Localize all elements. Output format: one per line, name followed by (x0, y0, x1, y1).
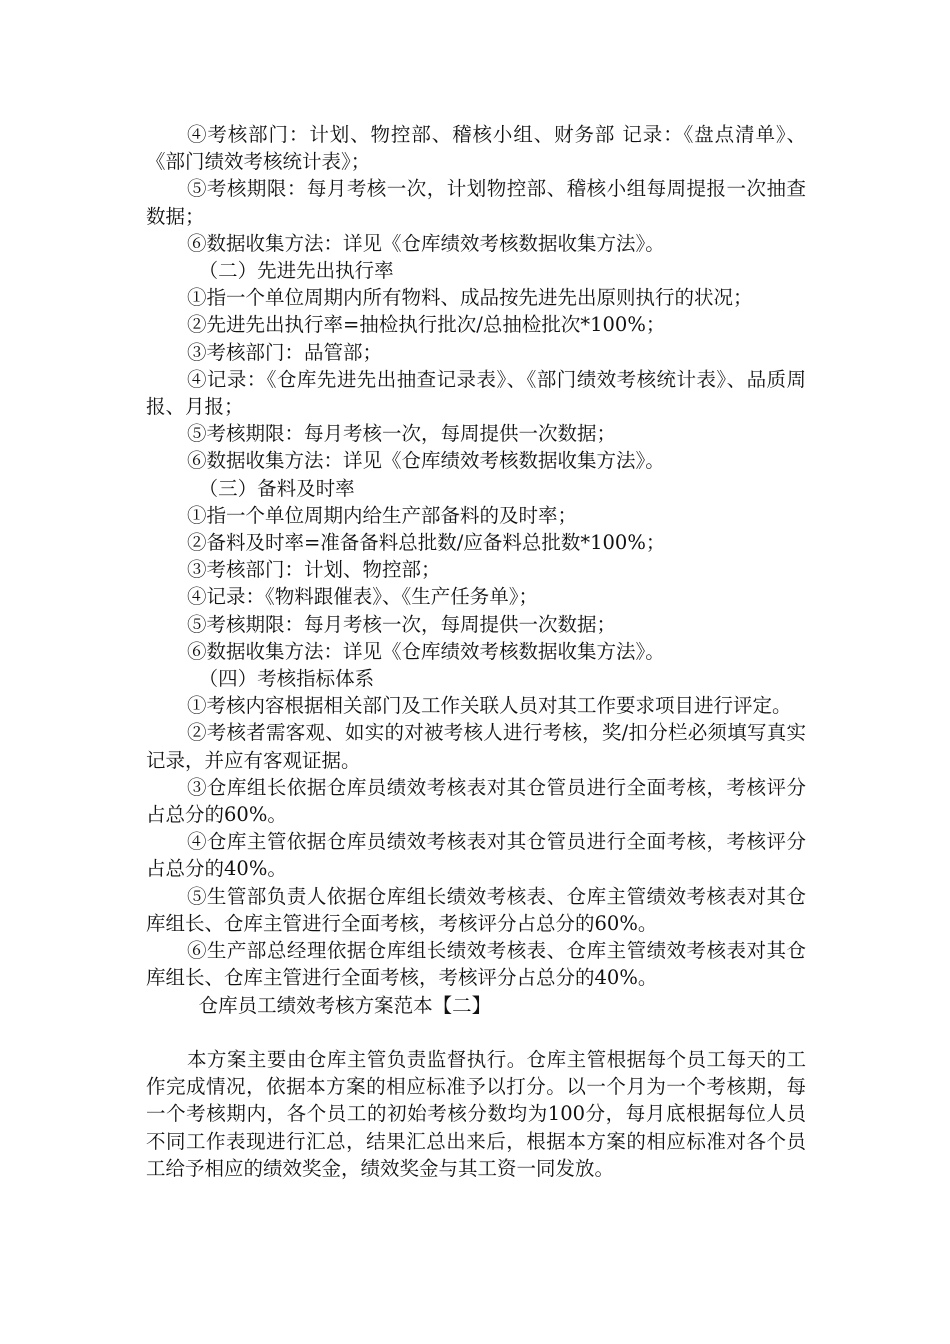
paragraph-indicator-2: ②考核者需客观、如实的对被考核人进行考核，奖/扣分栏必须填写真实记录，并应有客观证据。 (146, 721, 806, 772)
paragraph-template-two-intro: 本方案主要由仓库主管负责监督执行。仓库主管根据每个员工每天的工作完成情况，依据本方案的相应标准予以打分。以一个月为一个考核期，每一个考核期内，各个员工的初始考核分数均为100分，每月底根据每位人员不同工作表现进行汇总，结果汇总出来后，根据本方案的相应标准对各个员工给予相应的绩效奖金，绩效奖金与其工资一同发放。 (146, 1047, 806, 1180)
paragraph-data-collection: ⑥数据收集方法：详见《仓库绩效考核数据收集方法》。 (186, 231, 665, 255)
paragraph-fifo-definition: ①指一个单位周期内所有物料、成品按先进先出原则执行的状况； (186, 286, 753, 310)
heading-indicator-system: （四）考核指标体系 (198, 667, 375, 691)
paragraph-material-period: ⑤考核期限：每月考核一次，每周提供一次数据； (186, 612, 616, 636)
paragraph-indicator-5: ⑤生管部负责人依据仓库组长绩效考核表、仓库主管绩效考核表对其仓库组长、仓库主管进行全面考核，考核评分占总分的60%。 (146, 884, 806, 935)
heading-fifo-rate: （二）先进先出执行率 (198, 259, 394, 283)
heading-material-timeliness: （三）备料及时率 (198, 476, 355, 500)
paragraph-assessment-period: ⑤考核期限：每月考核一次，计划物控部、稽核小组每周提报一次抽查数据； (146, 177, 806, 228)
paragraph-material-formula: ②备料及时率=准备备料总批数/应备料总批数*100%； (186, 531, 666, 555)
paragraph-material-records: ④记录：《物料跟催表》、《生产任务单》； (186, 585, 538, 609)
paragraph-fifo-period: ⑤考核期限：每月考核一次，每周提供一次数据； (186, 422, 616, 446)
paragraph-indicator-4: ④仓库主管依据仓库员绩效考核表对其仓管员进行全面考核，考核评分占总分的40%。 (146, 830, 806, 881)
paragraph-material-definition: ①指一个单位周期内给生产部备料的及时率； (186, 503, 577, 527)
paragraph-fifo-department: ③考核部门：品管部； (186, 340, 382, 364)
paragraph-indicator-3: ③仓库组长依据仓库员绩效考核表对其仓管员进行全面考核，考核评分占总分的60%。 (146, 775, 806, 827)
paragraph-fifo-formula: ②先进先出执行率=抽检执行批次/总抽检批次*100%； (186, 313, 666, 337)
paragraph-indicator-6: ⑥生产部总经理依据仓库组长绩效考核表、仓库主管绩效考核表对其仓库组长、仓库主管进行全面考核，考核评分占总分的40%。 (146, 939, 806, 990)
paragraph-material-department: ③考核部门：计划、物控部； (186, 558, 441, 582)
paragraph-fifo-records: ④记录：《仓库先进先出抽查记录表》、《部门绩效考核统计表》、品质周报、月报； (146, 367, 806, 419)
section-title-template-two: 仓库员工绩效考核方案范本【二】 (198, 993, 492, 1017)
paragraph-fifo-data-collection: ⑥数据收集方法：详见《仓库绩效考核数据收集方法》。 (186, 449, 665, 473)
paragraph-indicator-1: ①考核内容根据相关部门及工作关联人员对其工作要求项目进行评定。 (186, 694, 792, 718)
document-body (146, 121, 806, 1182)
paragraph-assessment-department: ④考核部门：计划、物控部、稽核小组、财务部 记录：《盘点清单》、《部门绩效考核统计表》； (146, 123, 806, 174)
paragraph-material-data-collection: ⑥数据收集方法：详见《仓库绩效考核数据收集方法》。 (186, 639, 665, 663)
